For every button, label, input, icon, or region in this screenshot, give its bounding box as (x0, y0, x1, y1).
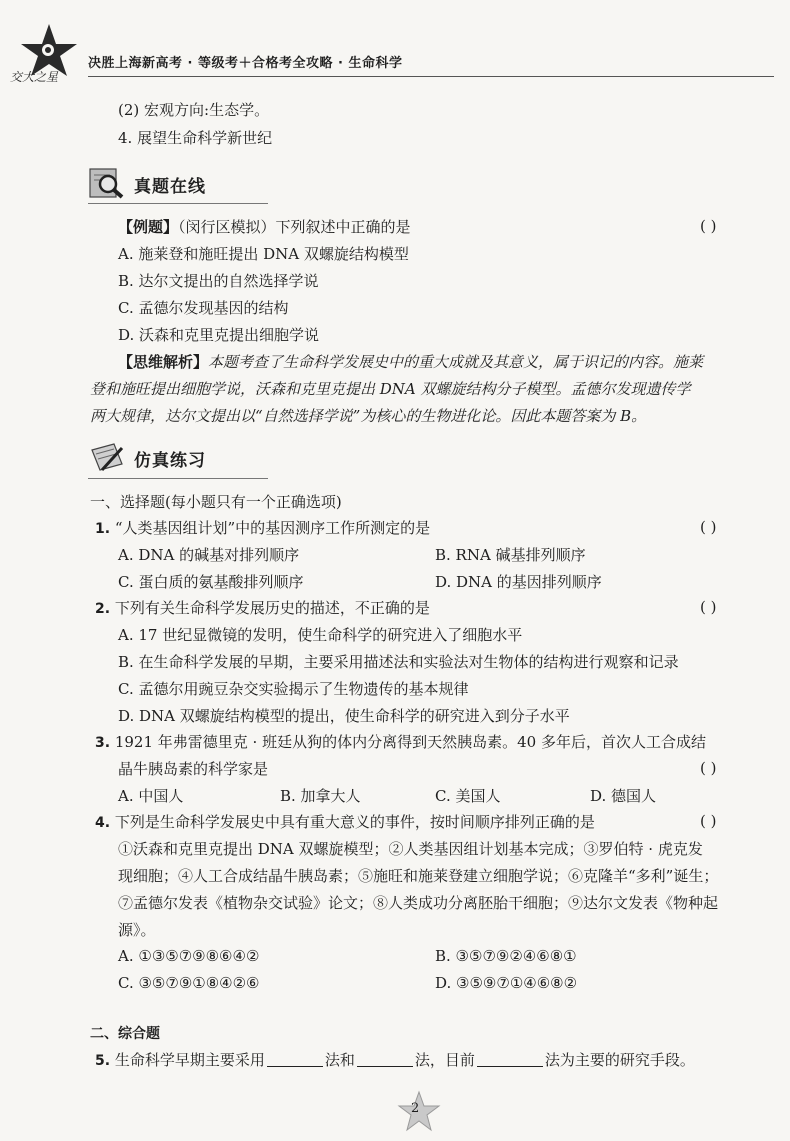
question-1 (95, 518, 430, 539)
answer-paren: ( ) (700, 217, 717, 235)
question-stem: “人类基因组计划”中的基因测序工作所测定的是 (114, 519, 431, 537)
question-number: 4. (95, 815, 111, 831)
question-4 (95, 812, 595, 833)
page-number: 2 (411, 1101, 420, 1116)
intro-heading: 4. 展望生命科学新世纪 (118, 129, 273, 147)
option-c: C. 蛋白质的氨基酸排列顺序 (118, 573, 304, 591)
option-a: A. ①③⑤⑦⑨⑧⑥④② (118, 947, 260, 965)
intro-line: (2) 宏观方向:生态学。 (118, 101, 270, 119)
header-divider (88, 76, 774, 77)
option-c: C. ③⑤⑦⑨①⑧④②⑥ (118, 974, 260, 992)
option-a: A. DNA 的碱基对排列顺序 (118, 546, 300, 564)
part-title-choice: 一、选择题(每小题只有一个正确选项) (90, 493, 342, 511)
fill-blank[interactable] (267, 1050, 323, 1067)
question-stem-cont: 晶牛胰岛素的科学家是 (118, 760, 269, 778)
section-title-real-questions: 真题在线 (134, 177, 206, 197)
option-d: D. 德国人 (590, 787, 657, 805)
event-list-line: 源》。 (118, 921, 156, 939)
question-number: 5. (95, 1053, 111, 1069)
question-number: 3. (95, 735, 111, 751)
option-a: A. 17 世纪显微镜的发明，使生命科学的研究进入了细胞水平 (118, 626, 523, 644)
question-5 (95, 1050, 695, 1071)
option-b: B. 在生命科学发展的早期，主要采用描述法和实验法对生物体的结构进行观察和记录 (118, 653, 679, 671)
section-underline (88, 478, 268, 479)
option-c: C. 孟德尔用豌豆杂交实验揭示了生物遗传的基本规律 (118, 680, 469, 698)
analysis-line (118, 352, 703, 372)
magnifier-icon (88, 166, 126, 200)
option-d: D. ③⑤⑨⑦①④⑥⑧② (435, 974, 578, 992)
question-number: 2. (95, 601, 111, 617)
book-title: 决胜上海新高考 · 等级考＋合格考全攻略 · 生命科学 (88, 56, 403, 71)
answer-paren: ( ) (700, 598, 717, 616)
event-list-line: ①沃森和克里克提出 DNA 双螺旋模型；②人类基因组计划基本完成；③罗伯特 · 虎克发 (118, 840, 703, 858)
question-text: 法，目前 (414, 1051, 475, 1069)
question-stem: 下列是生命科学发展史中具有重大意义的事件，按时间顺序排列正确的是 (114, 813, 595, 831)
section-title-practice: 仿真练习 (134, 451, 206, 471)
option-b: B. ③⑤⑦⑨②④⑥⑧① (435, 947, 577, 965)
analysis-text: 本题考查了生命科学发展史中的重大成就及其意义，属于识记的内容。施莱 (208, 353, 704, 371)
event-list-line: 现细胞；④人工合成结晶牛胰岛素；⑤施旺和施莱登建立细胞学说；⑥克隆羊“多利”诞生； (118, 867, 719, 885)
option-c: C. 孟德尔发现基因的结构 (118, 299, 289, 317)
option-d: D. 沃森和克里克提出细胞学说 (118, 326, 320, 344)
answer-paren: ( ) (700, 518, 717, 536)
fill-blank[interactable] (477, 1050, 543, 1067)
question-3 (95, 732, 706, 753)
section-underline (88, 203, 268, 204)
option-b: B. 达尔文提出的自然选择学说 (118, 272, 319, 290)
analysis-tag: 【思维解析】 (118, 353, 209, 371)
question-number: 1. (95, 521, 111, 537)
answer-paren: ( ) (700, 812, 717, 830)
option-d: D. DNA 双螺旋结构模型的提出，使生命科学的研究进入到分子水平 (118, 707, 570, 725)
fill-blank[interactable] (357, 1050, 413, 1067)
option-d: D. DNA 的基因排列顺序 (435, 573, 602, 591)
option-c: C. 美国人 (435, 787, 501, 805)
example-tag: 【例题】 (118, 218, 179, 236)
part-title-comprehensive: 二、综合题 (90, 1026, 160, 1042)
question-stem: 下列有关生命科学发展历史的描述，不正确的是 (114, 599, 430, 617)
question-2 (95, 598, 430, 619)
question-stem: 1921 年弗雷德里克 · 班廷从狗的体内分离得到天然胰岛素。40 多年后，首次人工合成结 (114, 733, 706, 751)
option-a: A. 中国人 (118, 787, 184, 805)
logo-text: 交大之星 (10, 70, 59, 84)
question-text: 法和 (324, 1051, 355, 1069)
question-text: 法为主要的研究手段。 (544, 1051, 695, 1069)
analysis-line: 登和施旺提出细胞学说，沃森和克里克提出 DNA 双螺旋结构分子模型。孟德尔发现遗传学 (90, 380, 691, 398)
option-b: B. RNA 碱基排列顺序 (435, 546, 586, 564)
analysis-line: 两大规律，达尔文提出以“自然选择学说”为核心的生物进化论。因此本题答案为 B。 (90, 407, 647, 425)
question-text: 生命科学早期主要采用 (114, 1051, 265, 1069)
answer-paren: ( ) (700, 759, 717, 777)
option-a: A. 施莱登和施旺提出 DNA 双螺旋结构模型 (118, 245, 409, 263)
example-question (118, 217, 411, 237)
example-stem: （闵行区模拟）下列叙述中正确的是 (178, 218, 411, 236)
option-b: B. 加拿大人 (280, 787, 361, 805)
notebook-pencil-icon (88, 440, 126, 474)
event-list-line: ⑦孟德尔发表《植物杂交试验》论文；⑧人类成功分离胚胎干细胞；⑨达尔文发表《物种起 (118, 894, 719, 912)
